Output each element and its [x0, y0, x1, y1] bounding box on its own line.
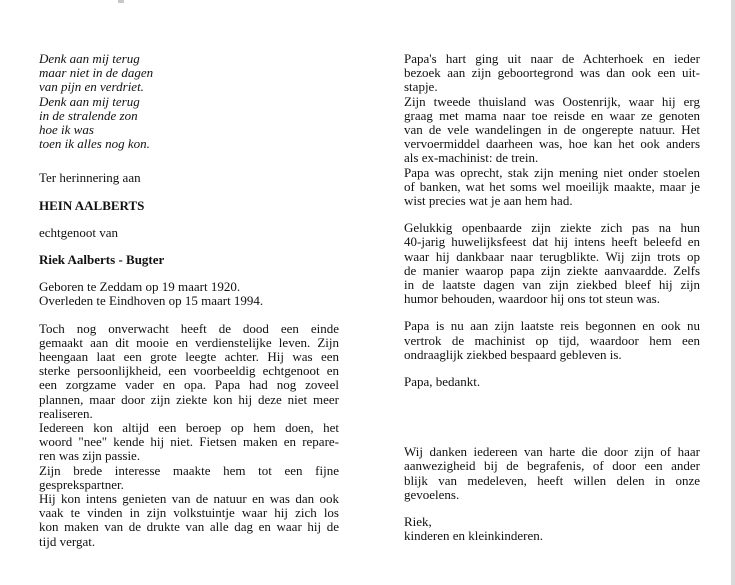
- thanks-paragraph: [404, 445, 700, 502]
- text-line: blijk van medeleven, heeft willen delen in onze: [404, 472, 700, 488]
- text-line: Toch nog onverwacht heeft de dood een einde: [39, 320, 339, 336]
- text-line: ondraaglijk ziekbed bespaard gebleven is.: [404, 346, 622, 362]
- achterhoek-paragraph: [404, 52, 700, 208]
- text-line: tijd vergat.: [39, 533, 96, 549]
- text-line: vervoermiddel daarheen was, hoe kan het ook anders: [404, 136, 700, 152]
- poem-line: Denk aan mij terug: [39, 93, 140, 109]
- text-line: wist precies wat je aan hem had.: [404, 193, 573, 209]
- text-line: waar hij dankbaar naar terugblikte. Wij zijn trots op: [404, 248, 700, 264]
- text-line: aanwezigheid bij de begrafenis, of door een ander: [404, 458, 700, 474]
- text-line: bezoek aan zijn geboortegrond was dan ook een uit-: [404, 65, 700, 81]
- text-line: humor behouden, waardoor hij ons tot steun was.: [404, 291, 660, 307]
- spacer: [404, 502, 700, 515]
- text-line: gesprekspartner.: [39, 476, 124, 492]
- text-line: graag met mama naar toe reisde en waar ze genoten: [404, 107, 700, 123]
- text-line: Zijn tweede thuisland was Oostenrijk, waar hij erg: [404, 93, 700, 109]
- scan-mark: [118, 0, 124, 3]
- text-line: Papa is nu aan zijn laatste reis begonnen en ook nu: [404, 318, 700, 334]
- spacer: [39, 213, 339, 226]
- text-line: heengaan laat een grote leegte achter. Hij was een: [39, 349, 339, 365]
- spouse-intro: echtgenoot van: [39, 224, 119, 240]
- deceased-name: HEIN AALBERTS: [39, 197, 145, 213]
- death-line: Overleden te Eindhoven op 15 maart 1994.: [39, 293, 264, 309]
- spacer: [404, 389, 700, 445]
- text-line: ren was zijn passie.: [39, 448, 141, 464]
- spacer: [39, 186, 339, 199]
- spacer: [39, 151, 339, 171]
- memory-intro: Ter herinnering aan: [39, 170, 141, 186]
- text-line: Papa's hart ging uit naar de Achterhoek en ieder: [404, 51, 700, 66]
- text-line: woord "nee" kende hij niet. Fietsen maken en repare-: [39, 434, 339, 450]
- text-line: stapje.: [404, 79, 438, 95]
- text-line: realiseren.: [39, 405, 93, 421]
- text-line: Zijn brede interesse maakte hem tot een fijne: [39, 462, 339, 478]
- text-line: in de laatste dagen van zijn ziekbed bleef hij zijn: [404, 277, 700, 293]
- text-line: van de vele wandelingen in de ongerepte natuur. Het: [404, 122, 700, 138]
- text-line: of banken, wat het soms wel moeilijk maakte, maar je: [404, 178, 700, 194]
- illness-paragraph: [404, 221, 700, 306]
- spouse-name: Riek Aalberts - Bugter: [39, 252, 165, 268]
- poem-line: van pijn en verdriet.: [39, 79, 144, 95]
- text-line: de manier waarop papa zijn ziekte aanvaardde. Zelfs: [404, 262, 700, 278]
- text-line: kon maken van de drukte van alle dag en waar hij de: [39, 519, 339, 535]
- text-line: sterke persoonlijkheid, een voorbeeldig echtgenoot en: [39, 363, 339, 379]
- poem-line: hoe ik was: [39, 122, 94, 138]
- text-line: Wij danken iedereen van harte die door zijn of haar: [404, 444, 700, 460]
- poem-line: toen ik alles nog kon.: [39, 136, 150, 152]
- text-line: een zorgzame vader en opa. Papa had nog zoveel: [39, 377, 339, 393]
- poem-line: in de stralende zon: [39, 107, 138, 123]
- signature-line: Riek,: [404, 514, 432, 530]
- text-line: vaak te vinden in zijn volkstuintje waar hij zich los: [39, 505, 339, 521]
- last-journey-paragraph: [404, 319, 700, 362]
- tribute-paragraph: [39, 322, 339, 549]
- text-line: gevoelens.: [404, 486, 460, 502]
- text-line: gemaakt aan dit mooie en verdienstelijke leven. Zijn: [39, 334, 339, 350]
- farewell-line: Papa, bedankt.: [404, 374, 481, 390]
- poem-line: Denk aan mij terug: [39, 51, 140, 66]
- text-line: Gelukkig openbaarde zijn ziekte zich pas na hun: [404, 220, 700, 236]
- poem: [39, 52, 339, 151]
- text-line: Iedereen kon altijd een beroep op hem doen, het: [39, 420, 339, 436]
- text-line: als ex-machinist: de trein.: [404, 150, 539, 166]
- text-line: plannen, maar door zijn ziekte kon hij deze niet meer: [39, 391, 339, 407]
- left-column: [39, 52, 339, 549]
- poem-line: maar niet in de dagen: [39, 65, 154, 81]
- text-line: vertrok de machinist op tijd, waardoor hem een: [404, 332, 700, 348]
- text-line: Hij kon intens genieten van de natuur en was dan ook: [39, 491, 339, 507]
- signature: [404, 515, 700, 543]
- text-line: 40-jarig huwelijksfeest dat hij intens heeft beleefd en: [404, 234, 700, 250]
- signature-line: kinderen en kleinkinderen.: [404, 528, 543, 544]
- spacer: [39, 309, 339, 322]
- text-line: Papa was oprecht, stak zijn mening niet onder stoelen: [404, 164, 700, 180]
- right-column: [404, 52, 700, 543]
- scan-edge: [731, 0, 735, 585]
- birth-line: Geboren te Zeddam op 19 maart 1920.: [39, 279, 241, 295]
